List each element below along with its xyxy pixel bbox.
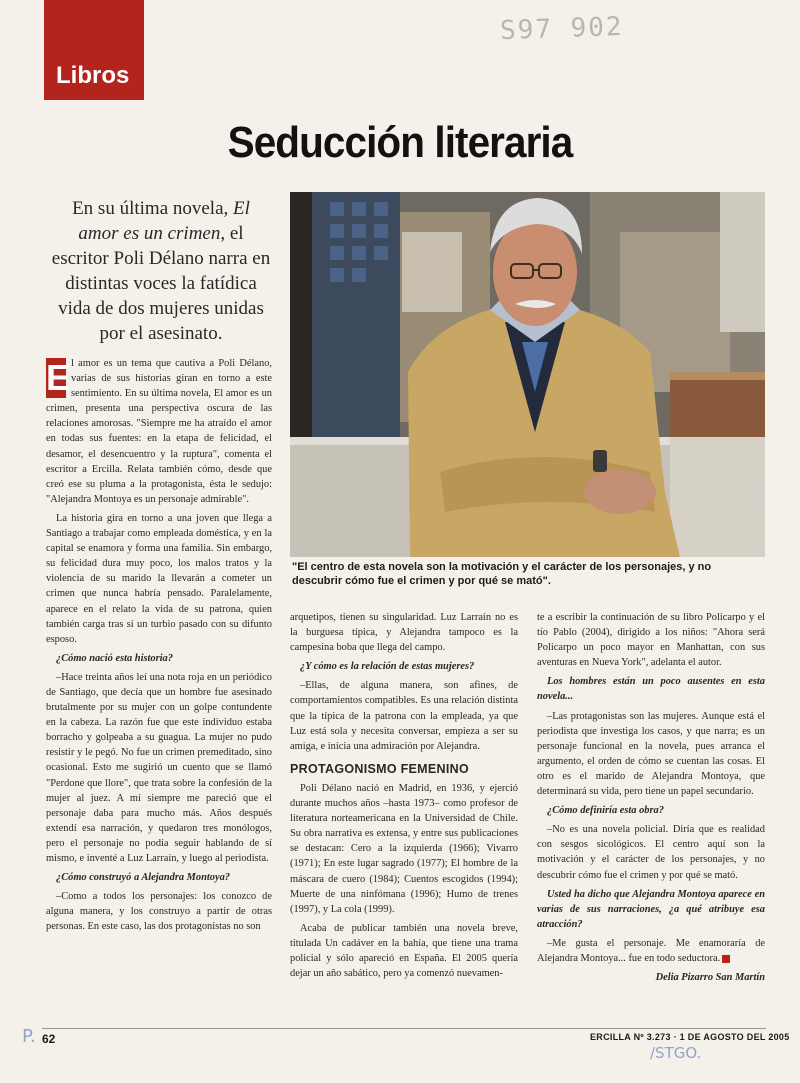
interview-answer xyxy=(537,936,765,966)
headline: Seducción literaria xyxy=(227,118,573,167)
section-tag xyxy=(44,0,144,100)
deck-text-end: , el escritor Poli Délano narra en distintas voces la fatídica vida de dos mujeres unidas por el asesinato. xyxy=(51,223,271,344)
author-signature: Delia Pizarro San Martín xyxy=(655,972,765,984)
paragraph: te a escribir la continuación de su libro Policarpo y el tío Pablo (2004), dirigido a los niños: "Ahora será Policarpo un poco mayor en Manhattan, con sus aventuras en Nueva York", adelanta el autor. xyxy=(537,612,765,669)
dropcap: E xyxy=(46,357,71,398)
handwritten-mark: P. xyxy=(22,1026,36,1047)
interview-answer: –Las protagonistas son las mujeres. Aunque está el periodista que investiga los casos, y que narra; es un personaje funcional en la novela, pues arranca el argumento, el orden de cómo se cuentan las cosas. El otro es el marido de Alejandra Montoya, que determinará su vida, pero tiene un papel secundario. xyxy=(537,710,765,798)
author-photo-image xyxy=(290,192,765,557)
handwritten-stamp: /STGO. xyxy=(650,1044,702,1062)
photo-caption: "El centro de esta novela son la motivación y el carácter de los personajes, y no descubrir cómo fue el crimen y por qué se mató". xyxy=(292,561,712,587)
interview-question: Usted ha dicho que Alejandra Montoya aparece en varias de sus narraciones, ¿a qué atribuye esa atracción? xyxy=(537,888,765,930)
interview-answer: –Hace treinta años leí una nota roja en un periódico de Santiago, que decía que un hombre fue asesinado brutalmente por su mujer con un golpe contundente en la cabeza. La razón fue que este individuo estaba borracho y golpeaba a su guagua. La mujer no pudo resistir y le pegó. No fue un crimen premeditado, sino ocasional. Esto me sugirió un cuento que se llamó "Perdone que llore", que trata sobre la confesión de la mujer al juez. A mí siempre me pareció que el personaje daba para mucho más. Años después extendí esa narración, y quedaron tres monólogos, pero el personaje no podía seguir hablando de sí mismo, e inventé a Luz Larraín, y luego al periodista. xyxy=(46,671,272,864)
subheading: PROTAGONISMO FEMENINO xyxy=(290,761,469,776)
interview-question: ¿Cómo nació esta historia? xyxy=(56,652,173,664)
handwritten-catalog-number: S97 902 xyxy=(499,11,625,47)
deck-text: En su última novela, xyxy=(72,198,234,219)
interview-question: ¿Y cómo es la relación de estas mujeres? xyxy=(300,661,475,673)
paragraph: l amor es un tema que cautiva a Poli Délano, varias de sus historias giran en torno a este sentimiento. En su última novela, El amor es un crimen, presenta una perspectiva oscura de las relaciones amorosas. "Siempre me ha atraído el amor en todas sus fuentes: en la etapa de felicidad, el desamor, el desencuentro y la ruptura", comenta el escritor a Ercilla. Relata también cómo, desde que creó ese su pluma a la protagonista, ésta le sedujo: "Alejandra Montoya es un personaje admirable". xyxy=(46,358,272,505)
interview-question: Los hombres están un poco ausentes en esta novela... xyxy=(537,676,765,703)
author-photo xyxy=(290,192,765,557)
answer-text: –Me gusta el personaje. Me enamoraría de Alejandra Montoya... fue en todo seductora. xyxy=(537,937,765,964)
interview-answer: –Ellas, de alguna manera, son afines, de comportamientos compatibles. Es una relación distinta que la típica de la patrona con la empleada, ya que Luz está sola y necesita conversar, empieza a ser su amiga, e inicia una admiración por Alejandra. xyxy=(290,680,518,752)
paragraph: Acaba de publicar también una novela breve, titulada Un cadáver en la bahía, que tiene una trama policial y sólo apareció en España. El 2005 quería dejar un año sabático, pero ya comenzó nuevamen- xyxy=(290,922,518,980)
interview-answer: –No es una novela policial. Diría que es realidad con sesgos sicológicos. El centro aquí son la motivación y el carácter de los personajes, y no descubrir cómo fue el crimen y por qué se mató. xyxy=(537,824,765,881)
interview-question: ¿Cómo definiría esta obra? xyxy=(547,805,664,817)
paragraph: arquetipos, tienen su singularidad. Luz Larraín no es la burguesa típica, y Alejandra tampoco es la campesina boba que llega del campo. xyxy=(290,612,518,654)
footer-rule xyxy=(42,1028,766,1029)
deck xyxy=(50,196,272,346)
paragraph: La historia gira en torno a una joven que llega a Santiago a trabajar como empleada doméstica, y en la capital se enamora y forma una familia. Sin embargo, su felicidad dura muy poco, los malos tratos y la violencia de su marido la llevarán a cometer un crimen que nunca habría pensado. Paralelamente, aparece en el relato la vida de su patrona, quien también carga tras sí un turbio pasado con su difunto esposo. xyxy=(46,512,272,645)
end-mark-icon xyxy=(722,955,730,963)
page-number: 62 xyxy=(42,1032,56,1046)
photo-credit: Luis Órdenes xyxy=(752,478,759,520)
interview-answer: –Como a todos los personajes: los conozco de alguna manera, y los construyo a partir de otras personas. En este caso, las dos protagonistas no son xyxy=(46,891,272,933)
article-column-2 xyxy=(290,610,518,985)
deck-book-title: El amor es un crimen xyxy=(78,198,250,244)
article-column-1 xyxy=(46,356,272,938)
paragraph: Poli Délano nació en Madrid, en 1936, y ejerció durante muchos años –hasta 1973– como profesor de literatura norteamericana en la Universidad de Chile. Su obra narrativa es extensa, y entre sus publicaciones se destacan: Cero a la izquierda (1966); Vivarro (1971); En este lugar sagrado (1977); El hombre de la máscara de cuero (1984); Cuentos escogidos (1994); Muerte de una ninfómana (1996); Humo de trenes (1997), y La cola (1999). xyxy=(290,782,518,915)
article-column-3 xyxy=(537,610,765,989)
folio-line: ERCILLA Nº 3.273 · 1 DE AGOSTO DEL 2005 xyxy=(590,1032,790,1042)
section-label: Libros xyxy=(56,62,130,89)
interview-question: ¿Cómo construyó a Alejandra Montoya? xyxy=(56,872,230,884)
